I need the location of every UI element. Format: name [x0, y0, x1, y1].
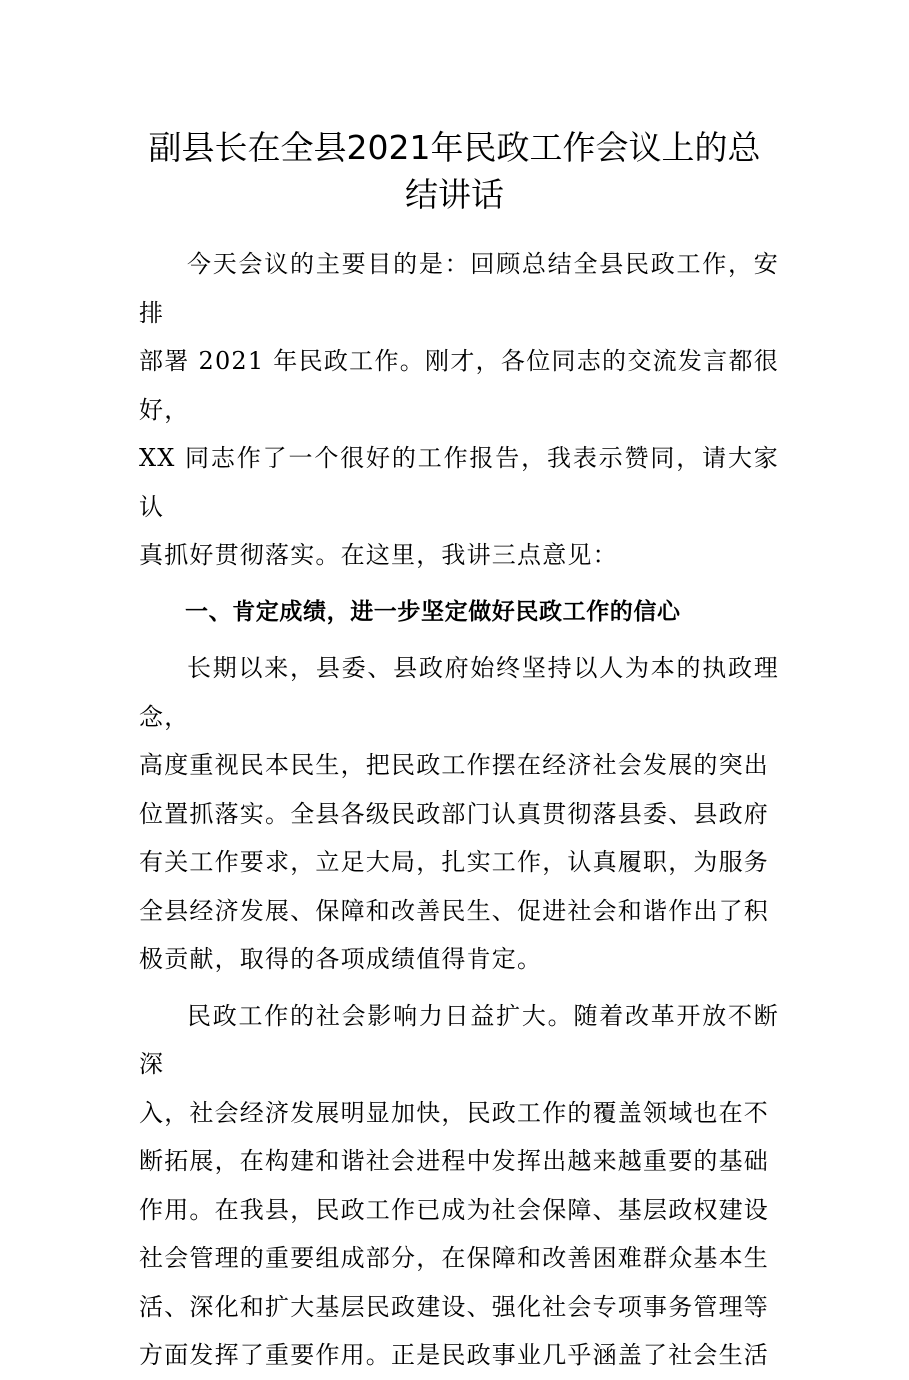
- text-line: 部署 2021 年民政工作。刚才，各位同志的交流发言都很好，: [139, 347, 779, 424]
- text-line: 全县经济发展、保障和改善民生、促进社会和谐作出了积: [139, 896, 769, 925]
- document-body: [139, 240, 779, 1380]
- title-line-1: 副县长在全县2021年民政工作会议上的总: [148, 128, 761, 167]
- text-line: 位置抓落实。全县各级民政部门认真贯彻落县委、县政府: [139, 799, 769, 828]
- text-line: 入，社会经济发展明显加快，民政工作的覆盖领域也在不: [139, 1098, 769, 1127]
- intro-paragraph: [139, 240, 779, 580]
- text-line: 高度重视民本民生，把民政工作摆在经济社会发展的突出: [139, 751, 769, 779]
- title-line-2: 结讲话: [405, 175, 504, 214]
- section-1-paragraph-2: [139, 992, 779, 1380]
- text-line: 活、深化和扩大基层民政建设、强化社会专项事务管理等: [139, 1292, 769, 1321]
- document-title: [120, 124, 789, 218]
- text-line: 极贡献，取得的各项成绩值得肯定。: [139, 945, 543, 973]
- text-line: 长期以来，县委、县政府始终坚持以人为本的执政理念，: [139, 654, 779, 731]
- text-line: 今天会议的主要目的是：回顾总结全县民政工作，安排: [139, 250, 779, 327]
- text-line: 断拓展，在构建和谐社会进程中发挥出越来越重要的基础: [139, 1147, 769, 1175]
- text-line: 社会管理的重要组成部分，在保障和改善困难群众基本生: [139, 1244, 769, 1272]
- text-line: XX 同志作了一个很好的工作报告，我表示赞同，请大家认: [139, 444, 779, 521]
- text-line: 方面发挥了重要作用。正是民政事业几乎涵盖了社会生活: [139, 1341, 769, 1369]
- section-1-paragraph-1: [139, 644, 779, 984]
- section-heading-1: 一、肯定成绩，进一步坚定做好民政工作的信心: [185, 598, 681, 625]
- text-line: 真抓好贯彻落实。在这里，我讲三点意见：: [139, 541, 618, 569]
- text-line: 作用。在我县，民政工作已成为社会保障、基层政权建设: [139, 1195, 769, 1224]
- text-line: 有关工作要求，立足大局，扎实工作，认真履职，为服务: [139, 848, 769, 876]
- text-line: 民政工作的社会影响力日益扩大。随着改革开放不断深: [139, 1001, 779, 1078]
